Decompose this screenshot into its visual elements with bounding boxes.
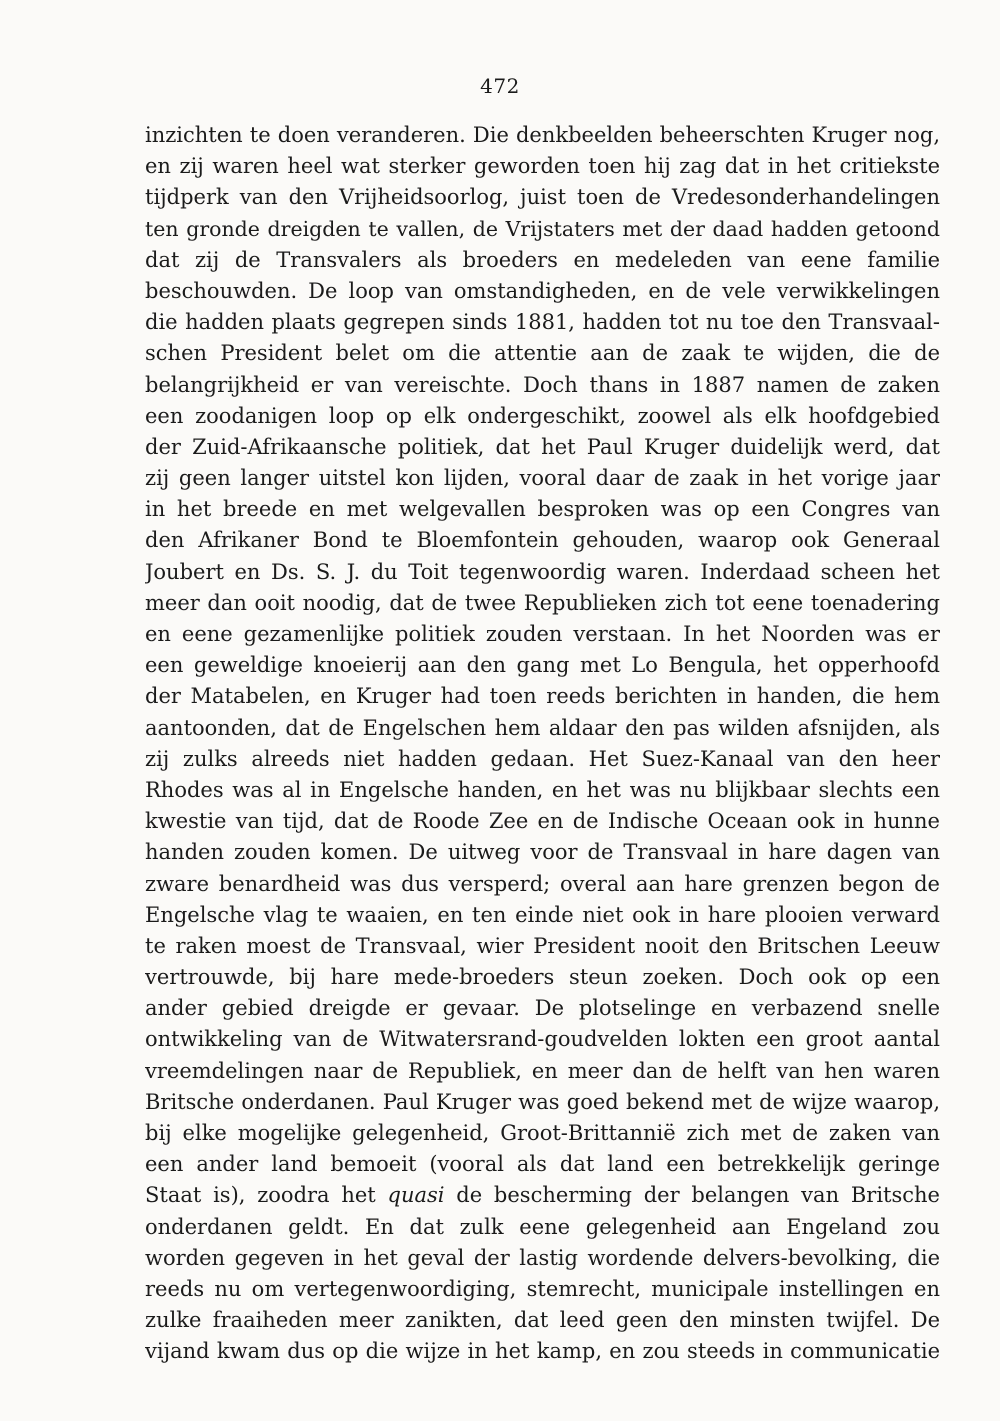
text-line: reeds nu om vertegenwoordiging, stemrecht, municipale instellingen en <box>145 1276 940 1301</box>
text-line: Britsche onderdanen. Paul Kruger was goed bekend met de wijze waarop, <box>145 1089 940 1114</box>
text-line: Joubert en Ds. S. J. du Toit tegenwoordig waren. Inderdaad scheen het <box>145 559 940 584</box>
text-line: den Afrikaner Bond te Bloemfontein gehouden, waarop ook Generaal <box>145 528 940 553</box>
text-line: ander gebied dreigde er gevaar. De plotselinge en verbazend snelle <box>145 996 940 1021</box>
body-text <box>145 120 940 1368</box>
text-line: zulke fraaiheden meer zanikten, dat leed geen den minsten twijfel. De <box>145 1308 940 1333</box>
text-line: schen President belet om die attentie aan de zaak te wijden, die de <box>145 341 940 366</box>
text-line: ten gronde dreigden te vallen, de Vrijstaters met der daad hadden getoond <box>145 216 940 241</box>
text-line: belangrijkheid er van vereischte. Doch thans in 1887 namen de zaken <box>145 372 940 397</box>
text-line: een ander land bemoeit (vooral als dat land een betrekkelijk geringe <box>145 1152 940 1177</box>
text-line: onderdanen geldt. En dat zulk eene gelegenheid aan Engeland zou <box>145 1214 940 1239</box>
text-line: vreemdelingen naar de Republiek, en meer dan de helft van hen waren <box>145 1058 940 1083</box>
text-line: een geweldige knoeierij aan den gang met Lo Bengula, het opperhoofd <box>145 653 940 678</box>
text-line: te raken moest de Transvaal, wier President nooit den Britschen Leeuw <box>145 933 940 958</box>
text-line: der Matabelen, en Kruger had toen reeds berichten in handen, die hem <box>145 684 940 709</box>
text-line: inzichten te doen veranderen. Die denkbeelden beheerschten Kruger nog, <box>145 123 940 147</box>
text-line: in het breede en met welgevallen besproken was op een Congres van <box>145 497 940 522</box>
text-line: vijand kwam dus op die wijze in het kamp, en zou steeds in communicatie <box>145 1339 940 1364</box>
text-line: bij elke mogelijke gelegenheid, Groot-Brittannië zich met de zaken van <box>145 1121 940 1145</box>
text-line: meer dan ooit noodig, dat de twee Republieken zich tot eene toenadering <box>145 590 940 615</box>
text-line: dat zij de Transvalers als broeders en medeleden van eene familie <box>145 247 940 272</box>
text-line: tijdperk van den Vrijheidsoorlog, juist toen de Vredesonderhandelingen <box>145 185 940 210</box>
text-line: zware benardheid was dus versperd; overal aan hare grenzen begon de <box>145 871 940 896</box>
text-line: en zij waren heel wat sterker geworden toen hij zag dat in het critiekste <box>145 154 940 179</box>
text-line: kwestie van tijd, dat de Roode Zee en de Indische Oceaan ook in hunne <box>145 809 940 834</box>
text-line: en eene gezamenlijke politiek zouden verstaan. In het Noorden was er <box>145 622 940 646</box>
text-line: handen zouden komen. De uitweg voor de Transvaal in hare dagen van <box>145 840 940 865</box>
text-line: zij geen langer uitstel kon lijden, vooral daar de zaak in het vorige jaar <box>145 466 940 491</box>
text-line: beschouwden. De loop van omstandigheden, en de vele verwikkelingen <box>145 278 940 303</box>
page-number: 472 <box>480 74 520 98</box>
italic-word: quasi <box>387 1183 445 1208</box>
text-line: vertrouwde, bij hare mede-broeders steun zoeken. Doch ook op een <box>145 965 940 990</box>
text-line: die hadden plaats gegrepen sinds 1881, hadden tot nu toe den Transvaal- <box>145 310 940 335</box>
text-line: Rhodes was al in Engelsche handen, en het was nu blijkbaar slechts een <box>145 777 940 802</box>
text-line: ontwikkeling van de Witwatersrand-goudvelden lokten een groot aantal <box>145 1027 940 1052</box>
text-line: aantoonden, dat de Engelschen hem aldaar den pas wilden afsnijden, als <box>145 715 940 740</box>
text-line: Engelsche vlag te waaien, en ten einde niet ook in hare plooien verward <box>145 902 940 927</box>
text-line: worden gegeven in het geval der lastig wordende delvers-bevolking, die <box>145 1245 940 1270</box>
text-line: een zoodanigen loop op elk ondergeschikt, zoowel als elk hoofdgebied <box>145 403 940 428</box>
text-line: zij zulks alreeds niet hadden gedaan. Het Suez-Kanaal van den heer <box>145 746 940 771</box>
text-line: Staat is), zoodra het quasi de bescherming der belangen van Britsche <box>145 1183 940 1208</box>
text-line: der Zuid-Afrikaansche politiek, dat het Paul Kruger duidelijk werd, dat <box>145 434 940 459</box>
